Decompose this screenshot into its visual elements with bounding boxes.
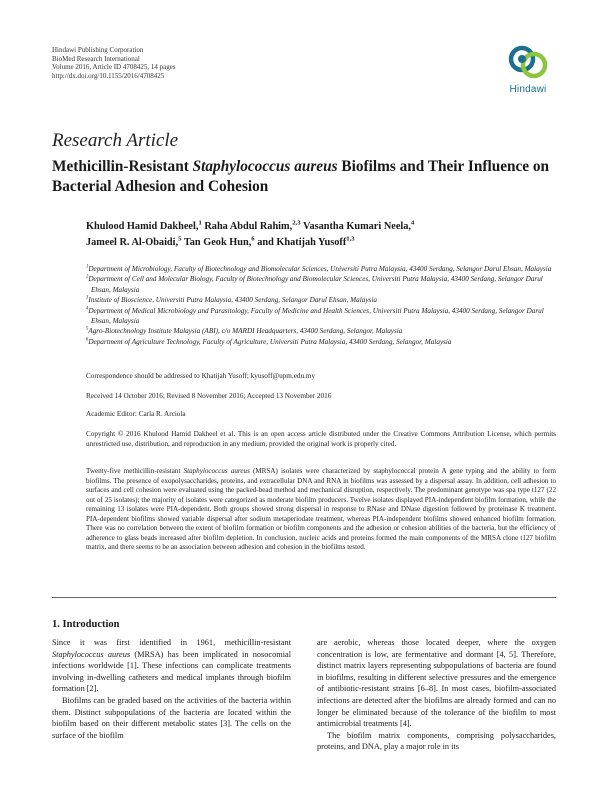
affiliation-number: 1	[86, 264, 89, 270]
section-heading: 1. Introduction	[52, 619, 120, 630]
affiliation-text: Institute of Bioscience, Universiti Putra Malaysia, 43400 Serdang, Selangor Darul Ehsan, Malaysia	[88, 296, 377, 305]
affiliation-text: Department of Microbiology, Faculty of Biotechnology and Biomolecular Sciences, Universiti Putra Malaysia, 43400 Serdang, Selangor Darul Ehsan, Malaysia	[88, 265, 552, 273]
author: Tan Geok Hun,	[181, 237, 252, 248]
author-affil-sup: 5	[178, 235, 182, 243]
volume-info: Volume 2016, Article ID 4708425, 14 pages	[52, 63, 176, 72]
paragraph: Biofilms can be graded based on the activities of the bacteria within them. Distinct subpopulations of the bacteria are located within the biofilm based on their different metabolic states [3]. The cells on the surface of the biofilm	[52, 695, 291, 740]
affiliation-number: 4	[86, 306, 89, 312]
abstract-body: (MRSA) isolates were characterized by staphylococcal protein A gene typing and the ability to form biofilms. The presence of exopolysaccharides, proteins, and extracellular DNA and RNA in biofilms was assessed by a dispersal assay. In addition, cell adhesion to surfaces and cell cohesion were evaluated using the packed-bead method and mechanical disruption, respectively. The predominant genotype was spa type t127 (22 out of 25 isolates); the majority of isolates were categorized as moderate biofilm producers. Twelve isolates displayed PIA-independent biofilm formation, while the remaining 13 isolates were PIA-dependent. Both groups showed strong dispersal in response to RNase and DNase digestion followed by proteinase K treatment. PIA-dependent biofilms showed variable dispersal after sodium metaperiodate treatment, whereas PIA-independent biofilms showed enhanced biofilm formation. There was no correlation between the extent of biofilm formation or biofilm components and the adhesion or cohesion abilities of the bacteria, but the efficiency of adherence to glass beads increased after biofilm depletion. In conclusion, nucleic acids and proteins formed the main components of the MRSA clone t127 biofilm matrix, and there seems to be an association between adhesion and cohesion in the biofilms tested.	[86, 467, 556, 551]
journal-name: BioMed Research International	[52, 54, 140, 63]
article-title	[52, 157, 552, 197]
title-part-1: Methicillin-Resistant	[52, 158, 193, 175]
affiliation-number: 5	[86, 327, 89, 333]
affiliations	[86, 264, 556, 347]
received-dates: Received 14 October 2016; Revised 8 November 2016; Accepted 13 November 2016	[86, 392, 332, 400]
title-species: Staphylococcus aureus	[192, 158, 338, 175]
title-part-2: Biofilms and Their Influence on Bacterial Adhesion and Cohesion	[52, 158, 550, 195]
article-type: Research Article	[52, 130, 179, 151]
author: and Khatijah Yusoff	[254, 237, 347, 248]
publisher: Hindawi Publishing Corporation	[52, 46, 144, 54]
abstract	[86, 467, 556, 553]
paragraph	[52, 637, 291, 695]
affiliation-item	[86, 295, 556, 305]
author: Khulood Hamid Dakheel,	[86, 221, 199, 232]
affiliation-number: 3	[86, 295, 89, 301]
affiliation-text: Department of Agriculture Technology, Faculty of Agriculture, Universiti Putra Malaysia, 43400 Serdang, Selangor, Malaysia	[88, 337, 452, 346]
doi-link[interactable]: http://dx.doi.org/10.1155/2016/4708425	[52, 71, 165, 80]
affiliation-text: Department of Cell and Molecular Biology, Faculty of Biotechnology and Biomolecular Sciences, Universiti Putra Malaysia, 43400 Serdang, Selangor Darul Ehsan, Malaysia	[88, 275, 543, 294]
copyright-notice: Copyright © 2016 Khulood Hamid Dakheel et al. This is an open access article distributed under the Creative Commons Attribution License, which permits unrestricted use, distribution, and reproduction in any medium, provided the original work is properly cited.	[86, 430, 556, 448]
affiliation-item	[86, 306, 556, 327]
species-name: Staphylococcus aureus	[52, 649, 131, 659]
academic-editor: Academic Editor: Carla R. Arciola	[86, 410, 186, 418]
affiliation-text: Agro-Biotechnology Institute Malaysia (ABI), c/o MARDI Headquarters, 43400 Serdang, Selangor, Malaysia	[88, 327, 403, 336]
affiliation-item	[86, 264, 556, 274]
left-column	[52, 637, 291, 741]
journal-header	[52, 46, 176, 80]
hindawi-logo	[500, 42, 556, 95]
author-affil-sup: 1,3	[346, 235, 355, 243]
author: Jameel R. Al-Obaidi,	[86, 237, 179, 248]
affiliation-item	[86, 326, 556, 336]
body-columns	[52, 637, 556, 797]
affiliation-number: 2	[86, 275, 89, 281]
paragraph-text: Since it was first identified in 1961, methicillin-resistant	[52, 638, 291, 647]
logo-text: Hindawi	[509, 84, 547, 95]
author-affil-sup: 6	[251, 235, 255, 243]
affiliation-number: 6	[86, 337, 89, 343]
correspondence: Correspondence should be addressed to Khatijah Yusoff; kyusoff@upm.edu.my	[86, 372, 316, 380]
affiliation-text: Department of Medical Microbiology and Parasitology, Faculty of Medicine and Health Sciences, Universiti Putra Malaysia, 43400 Serdang, Selangor Darul Ehsan, Malaysia	[88, 306, 544, 326]
abstract-lead: Twenty-five methicillin-resistant	[86, 467, 184, 475]
abstract-species: Staphylococcus aureus	[183, 467, 250, 475]
hindawi-logo-icon	[505, 42, 551, 82]
affiliation-item	[86, 337, 556, 347]
author-affil-sup: 1	[198, 219, 202, 227]
affiliation-item	[86, 274, 556, 295]
author: Raha Abdul Rahim,	[201, 221, 293, 232]
section-divider	[52, 597, 556, 598]
author-affil-sup: 2,3	[292, 219, 301, 227]
paragraph-text: (MRSA) has been implicated in nosocomial infections worldwide [1]. These infections can complicate treatments involving in-dwelling catheters and medical implants through biofilm formation [2].	[52, 649, 291, 694]
author-list	[86, 219, 556, 251]
paragraph: The biofilm matrix components, comprising polysaccharides, proteins, and DNA, play a major role in its	[317, 730, 556, 752]
paragraph: are aerobic, whereas those located deeper, where the oxygen concentration is low, are fermentative and dormant [4, 5]. Therefore, distinct matrix layers representing subpopulations of bacteria are found in biofilms, resulting in different selective pressures and the emergence of antibiotic-resistant strains [6–8]. In most cases, biofilm-associated infections are detected after the biofilms are already formed and can no longer be eliminated because of the tolerance of the biofilm to most antimicrobial treatments [4].	[317, 638, 556, 729]
author-affil-sup: 4	[410, 219, 415, 227]
author: Vasantha Kumari Neela,	[300, 221, 411, 232]
right-column	[317, 637, 556, 753]
